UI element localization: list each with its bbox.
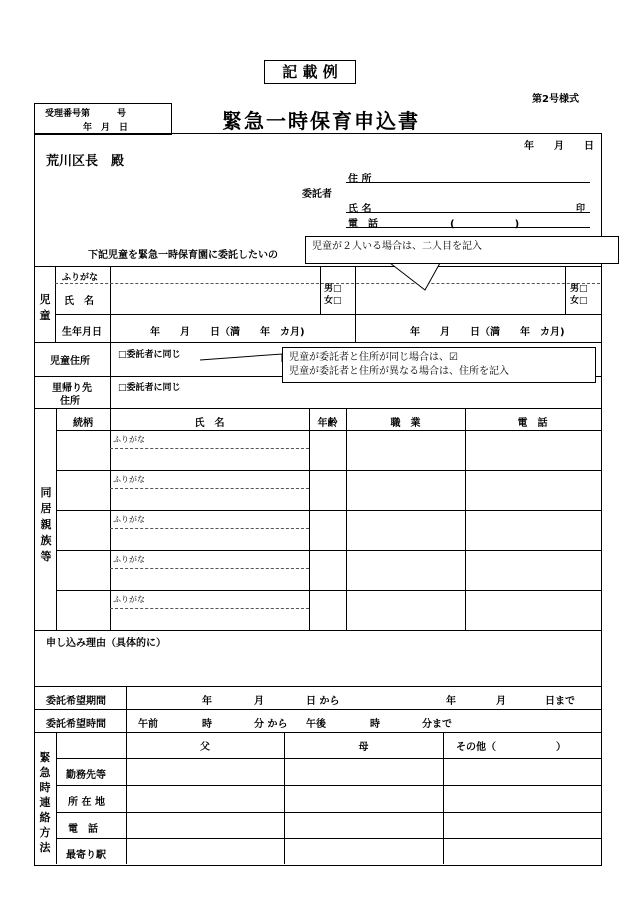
child-name-label: 氏 名	[64, 296, 94, 307]
emergency-row-station: 最寄り駅	[66, 850, 106, 861]
emergency-section-label: 緊急時連絡方法	[39, 751, 51, 854]
family-col-job: 職 業	[390, 418, 421, 429]
child-address-label: 児童住所	[50, 356, 90, 367]
form-number: 第2号様式	[532, 94, 579, 105]
application-date: 年 月 日	[524, 141, 594, 152]
page-title: 緊急一時保育申込書	[222, 109, 420, 133]
child-section-label: 児童	[39, 293, 51, 322]
family-col-name: 氏 名	[194, 418, 225, 429]
period-label: 委託希望期間	[46, 696, 106, 707]
return-label-1: 里帰り先	[52, 383, 92, 394]
entrust-label: 委託者	[302, 189, 332, 200]
emergency-row-phone: 電 話	[68, 824, 98, 835]
example-label: 記 載 例	[264, 60, 356, 84]
reason-label: 申し込み理由（具体的に）	[46, 638, 166, 649]
family-col-age: 年齢	[317, 418, 338, 429]
child1-birth: 年 月 日（満 年 カ月)	[150, 327, 305, 338]
time-am: 午前	[138, 719, 158, 730]
period-year-1: 年	[202, 696, 212, 707]
child2-female[interactable]: 女□	[570, 296, 588, 306]
period-month-2: 月	[496, 696, 506, 707]
phone-label: 電 話	[348, 219, 378, 230]
emergency-col-other: その他（ ）	[456, 742, 566, 753]
emergency-col-mother: 母	[358, 742, 369, 753]
return-same-check[interactable]: □委託者に同じ	[118, 383, 181, 393]
family-section-label: 同居親族等	[40, 486, 52, 563]
family-col-phone: 電 話	[517, 418, 548, 429]
return-label-2: 住所	[60, 396, 80, 407]
callout-address	[282, 347, 596, 383]
callout-address-diff: 児童が委託者と住所が異なる場合は、住所を記入	[289, 366, 509, 377]
name-label: 氏 名	[348, 204, 372, 215]
callout-address-same: 児童が委託者と住所が同じ場合は、☑	[289, 352, 458, 363]
time-minute-until: 分まで	[422, 719, 452, 730]
time-minute-from: 分 から	[254, 719, 288, 730]
birth-label: 生年月日	[62, 327, 102, 338]
time-hour-2: 時	[370, 719, 380, 730]
family-row-3-furigana: ふりがな	[113, 515, 145, 524]
emergency-row-location: 所 在 地	[68, 797, 105, 808]
family-row-2-furigana: ふりがな	[113, 475, 145, 484]
child1-female[interactable]: 女□	[324, 296, 342, 306]
time-pm: 午後	[306, 719, 326, 730]
callout-second-child-text: 児童が２人いる場合は、二人目を記入	[312, 241, 482, 252]
child2-birth: 年 月 日（満 年 カ月)	[410, 327, 565, 338]
time-label: 委託希望時間	[46, 719, 106, 730]
seal-label: 印	[576, 204, 586, 214]
child2-male[interactable]: 男□	[570, 284, 588, 294]
address-label: 住 所	[348, 174, 372, 185]
addressee: 荒川区長 殿	[46, 154, 125, 169]
emergency-col-father: 父	[200, 742, 210, 753]
emergency-row-work: 勤務先等	[66, 770, 106, 781]
period-from: 日 から	[306, 696, 340, 707]
family-row-5-furigana: ふりがな	[113, 595, 145, 604]
child1-male[interactable]: 男□	[324, 284, 342, 294]
receipt-date: 年 月 日	[83, 123, 129, 133]
furigana-label: ふりがな	[62, 273, 99, 283]
receipt-number: 受理番号第 号	[45, 109, 127, 119]
period-month-1: 月	[254, 696, 264, 707]
period-until: 日まで	[545, 696, 575, 707]
time-hour-1: 時	[202, 719, 212, 730]
family-col-relation: 続柄	[73, 418, 93, 429]
period-year-2: 年	[446, 696, 456, 707]
family-row-1-furigana: ふりがな	[113, 435, 145, 444]
intro-text: 下記児童を緊急一時保育園に委託したいの	[88, 250, 278, 261]
phone-paren: ( )	[450, 219, 520, 230]
callout-second-child	[305, 236, 619, 264]
address-same-check[interactable]: □委託者に同じ	[118, 350, 181, 360]
family-row-4-furigana: ふりがな	[113, 555, 145, 564]
